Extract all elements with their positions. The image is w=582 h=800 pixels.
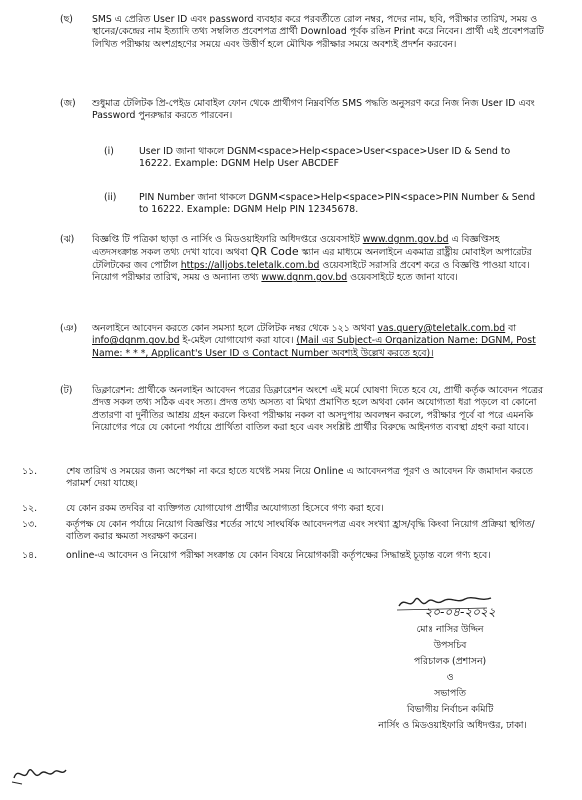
clause-text: ডিক্লারেশন: প্রার্থীকে অনলাইন আবেদন পত্রের ডিক্লারেশন অংশে এই মর্মে ঘোষণা দিতে হবে যে, প্রার্থী কর্তৃক আবেদন পত্রের প্রদত্ত সকল তথ্য সঠিক এবং সত্য। প্রদত্ত তথ্য অসত্য বা মিথ্যা প্রমাণিত হলে অথবা কোন অযোগ্যতা ধরা পড়লে বা কোনো প্রতারণা বা দুর্নীতির আশ্রয় গ্রহন করলে কিংবা পরীক্ষায় নকল বা অসদুপায় অবলম্বন করলে, পরীক্ষার পূর্বে বা পরে এমনকি নিয়োগের পরে যে কোনো পর্যায়ে প্রার্থিতা বাতিল করা হবে এবং সংশ্লিষ্ট প্রার্থীর বিরুদ্ধে আইনগত ব্যবস্থা গ্রহণ করা যাবে। bbox=[92, 385, 544, 434]
subclause-ii bbox=[104, 192, 544, 217]
text-segment: ওয়েবসাইটে হতে জানা যাবে। bbox=[350, 272, 458, 284]
signatory-and: ও bbox=[446, 672, 454, 683]
clause-cha bbox=[60, 14, 546, 51]
clause-text: শুধুমাত্র টেলিটক প্রি-পেইড মোবাইল ফোন থেকে প্রার্থীগণ নিম্নবর্ণিত SMS পদ্ধতি অনুসরণ করে নিজ নিজ User ID এবং Password পুনরুদ্ধার করতে পারবেন। bbox=[92, 98, 535, 122]
subclause-marker: (i) bbox=[104, 146, 114, 157]
initials-mark bbox=[10, 760, 70, 788]
signatory-name: মোঃ নাসির উদ্দিন bbox=[416, 624, 484, 635]
clause-marker: (ঝ) bbox=[60, 234, 75, 245]
clause-ta bbox=[60, 385, 546, 435]
clause-text bbox=[92, 234, 546, 285]
subclause-marker: (ii) bbox=[104, 192, 117, 203]
clause-marker: (জ) bbox=[60, 98, 76, 109]
text-segment: বা bbox=[508, 323, 517, 334]
office-name: নার্সিং ও মিডওয়াইফারি অধিদপ্তর, ঢাকা। bbox=[378, 720, 527, 731]
qr-code-text: QR Code bbox=[250, 245, 299, 259]
clause-marker: (ট) bbox=[60, 385, 73, 396]
numbered-item-13 bbox=[22, 519, 550, 544]
email-link[interactable]: vas.query@teletalk.com.bd bbox=[377, 323, 506, 334]
website-link[interactable]: www.dgnm.gov.bd bbox=[261, 272, 348, 284]
text-segment: বিজ্ঞপ্তি টি পত্রিকা ছাড়া ও নার্সিং ও মিডওয়াইফারি অধিদপ্তরে ওয়েবসাইট bbox=[92, 234, 360, 245]
text-segment: ওয়েবসাইটে সরাসরি প্রবেশ করে ও বিজ্ঞপ্তি পাওয়া যাবে। নিয়োগ পরীক্ষার তারিখ, সময় ও অন্যান্য তথ্য bbox=[92, 259, 530, 284]
website-link[interactable]: www.dgnm.gov.bd bbox=[362, 234, 449, 245]
signatory-title-2: সভাপতি bbox=[434, 688, 466, 699]
item-text: শেষ তারিখ ও সময়ের জন্য অপেক্ষা না করে হাতে যথেষ্ট সময় নিয়ে Online এ আবেদনপত্র পূরণ ও আবেদন ফি জমাদান করতে পরামর্শ দেয়া যাচ্ছে। bbox=[66, 466, 533, 490]
clause-text: SMS এ প্রেরিত User ID এবং password ব্যবহার করে পরবর্তীতে রোল নম্বর, পদের নাম, ছবি, পরীক্ষার তারিখ, সময় ও স্থানের/কেন্দ্রের নাম ইত্যাদি তথ্য সম্বলিত প্রবেশপত্র প্রার্থী Download পূর্বক রঙিন Print করে নিবেন। প্রার্থী এই প্রবেশপত্রটি লিখিত পরীক্ষায় অংশগ্রহণের সময়ে এবং উত্তীর্ণ হলে মৌখিক পরীক্ষার সময়ে অবশ্যই প্রদর্শন করবেন। bbox=[92, 14, 544, 50]
numbered-item-14 bbox=[22, 550, 550, 562]
clause-ja bbox=[60, 98, 546, 123]
subclause-i bbox=[104, 146, 544, 171]
text-segment: ই-মেইল যোগাযোগ করা যাবে। bbox=[182, 335, 294, 347]
item-text: কর্তৃপক্ষ যে কোন পর্যায়ে নিয়োগ বিজ্ঞপ্তির শর্তের সাথে সাংঘর্ষিক আবেদনপত্র এবং সংখ্যা হ্রাস/বৃদ্ধি কিংবা নিয়োগ প্রক্রিয়া স্থগিত/বাতিল করার ক্ষমতা সংরক্ষণ করেন। bbox=[66, 519, 535, 543]
signature-date: ২০-০৪-২০২২ bbox=[424, 605, 496, 619]
signatory-title-1: পরিচালক (প্রশাসন) bbox=[413, 656, 487, 667]
mail-subject-note: (Mail এর Subject-এ Organization Name: DGNM, Post Name: * * *, Applicant's User ID ও Contact Number অবশ্যই উল্লেখ করতে হবে)। bbox=[92, 335, 536, 359]
item-text: online-এ আবেদন ও নিয়োগ পরীক্ষা সংক্রান্ত যে কোন বিষয়ে নিয়োগকারী কর্তৃপক্ষের সিদ্ধান্তই চূড়ান্ত বলে গণ্য হবে। bbox=[66, 550, 491, 561]
item-number: ১৪. bbox=[22, 550, 38, 561]
committee-name: বিভাগীয় নির্বাচন কমিটি bbox=[406, 704, 494, 715]
signatory-rank: উপসচিব bbox=[433, 640, 467, 651]
subclause-text: User ID জানা থাকলে DGNM<space>Help<space>User<space>User ID & Send to 16222. Example: DGNM Help User ABCDEF bbox=[139, 146, 511, 170]
text-segment: অনলাইনে আবেদন করতে কোন সমস্যা হলে টেলিটক নম্বর থেকে ১২১ অথবা bbox=[92, 323, 375, 334]
numbered-item-11 bbox=[22, 466, 550, 491]
email-link[interactable]: info@dgnm.gov.bd bbox=[92, 335, 180, 347]
clause-text bbox=[92, 323, 546, 360]
item-number: ১১. bbox=[22, 466, 38, 477]
text-segment: স্ক্যান এর মাধ্যমে অনলাইনে একমাত্র রাষ্ট্রীয় মোবাইল অপারেটর টেলিটকের জব পোর্টাল bbox=[92, 247, 532, 271]
clause-marker: (ছ) bbox=[60, 14, 73, 25]
clause-nya bbox=[60, 323, 546, 360]
subclause-text: PIN Number জানা থাকলে DGNM<space>Help<space>PIN<space>PIN Number & Send to 16222. Example: DGNM Help PIN 12345678. bbox=[139, 192, 536, 216]
item-number: ১২. bbox=[22, 503, 38, 514]
clause-jha bbox=[60, 234, 546, 285]
clause-marker: (ঞ) bbox=[60, 323, 78, 334]
item-text: যে কোন রকম তদবির বা ব্যক্তিগত যোগাযোগ প্রার্থীর অযোগ্যতা হিসেবে গণ্য করা হবে। bbox=[66, 503, 384, 514]
text-segment: এ বিজ্ঞপ্তিসহ এতদসংক্রান্ত সকল তথ্য দেখা যাবে। অথবা bbox=[92, 234, 500, 259]
jobs-portal-link[interactable]: https://alljobs.teletalk.com.bd bbox=[180, 259, 320, 271]
numbered-item-12 bbox=[22, 503, 550, 515]
item-number: ১৩. bbox=[22, 519, 38, 530]
